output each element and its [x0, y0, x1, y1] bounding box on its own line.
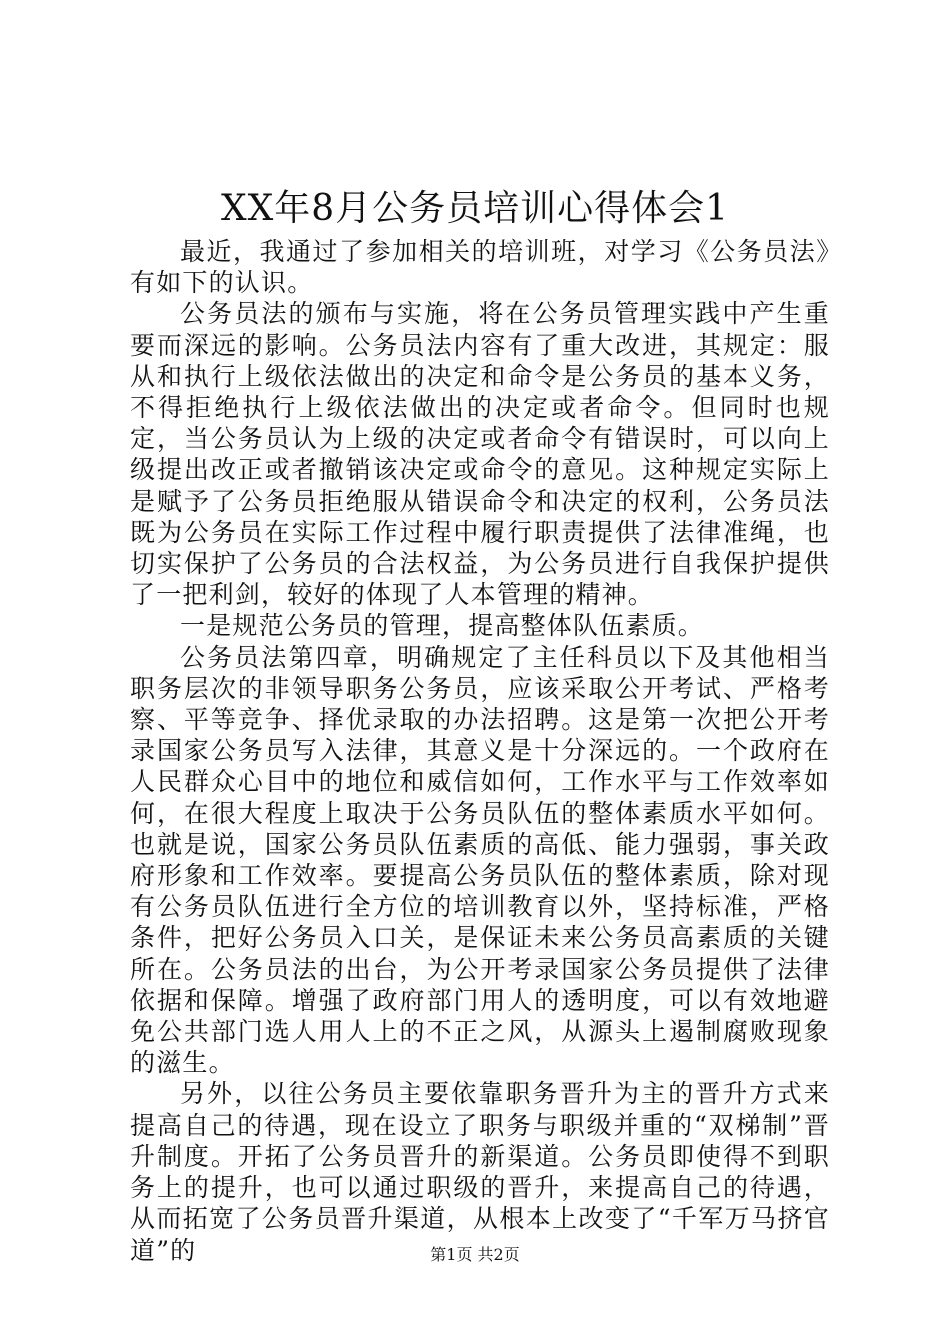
page-footer: 第1页 共2页 — [430, 1245, 520, 1264]
document-body — [130, 236, 830, 1266]
paragraph: 公务员法的颁布与实施，将在公务员管理实践中产生重要而深远的影响。公务员法内容有了重大改进，其规定：服从和执行上级依法做出的决定和命令是公务员的基本义务，不得拒绝执行上级依法做出的决定或者命令。但同时也规定，当公务员认为上级的决定或者命令有错误时，可以向上级提出改正或者撤销该决定或命令的意见。这种规定实际上是赋予了公务员拒绝服从错误命令和决定的权利，公务员法既为公务员在实际工作过程中履行职责提供了法律准绳，也切实保护了公务员的合法权益，为公务员进行自我保护提供了一把利剑，较好的体现了人本管理的精神。 — [130, 299, 830, 610]
paragraph: 公务员法第四章，明确规定了主任科员以下及其他相当职务层次的非领导职务公务员，应该采取公开考试、严格考察、平等竞争、择优录取的办法招聘。这是第一次把公开考录国家公务员写入法律，其意义是十分深远的。一个政府在人民群众心目中的地位和威信如何，工作水平与工作效率如何，在很大程度上取决于公务员队伍的整体素质水平如何。也就是说，国家公务员队伍素质的高低、能力强弱，事关政府形象和工作效率。要提高公务员队伍的整体素质，除对现有公务员队伍进行全方位的培训教育以外，坚持标准，严格条件，把好公务员入口关，是保证未来公务员高素质的关键所在。公务员法的出台，为公开考录国家公务员提供了法律依据和保障。增强了政府部门用人的透明度，可以有效地避免公共部门选人用人上的不正之风，从源头上遏制腐败现象的滋生。 — [130, 642, 830, 1078]
paragraph: 一是规范公务员的管理，提高整体队伍素质。 — [180, 611, 705, 641]
paragraph: 最近，我通过了参加相关的培训班，对学习《公务员法》有如下的认识。 — [130, 237, 830, 298]
paragraph: 另外，以往公务员主要依靠职务晋升为主的晋升方式来提高自己的待遇，现在设立了职务与职级并重的“双梯制”晋升制度。开拓了公务员晋升的新渠道。公务员即使得不到职务上的提升，也可以通过职级的晋升，来提高自己的待遇，从而拓宽了公务员晋升渠道，从根本上改变了“千军万马挤官道”的 — [130, 1079, 830, 1265]
document-title: XX年8月公务员培训心得体会1 — [220, 188, 730, 229]
